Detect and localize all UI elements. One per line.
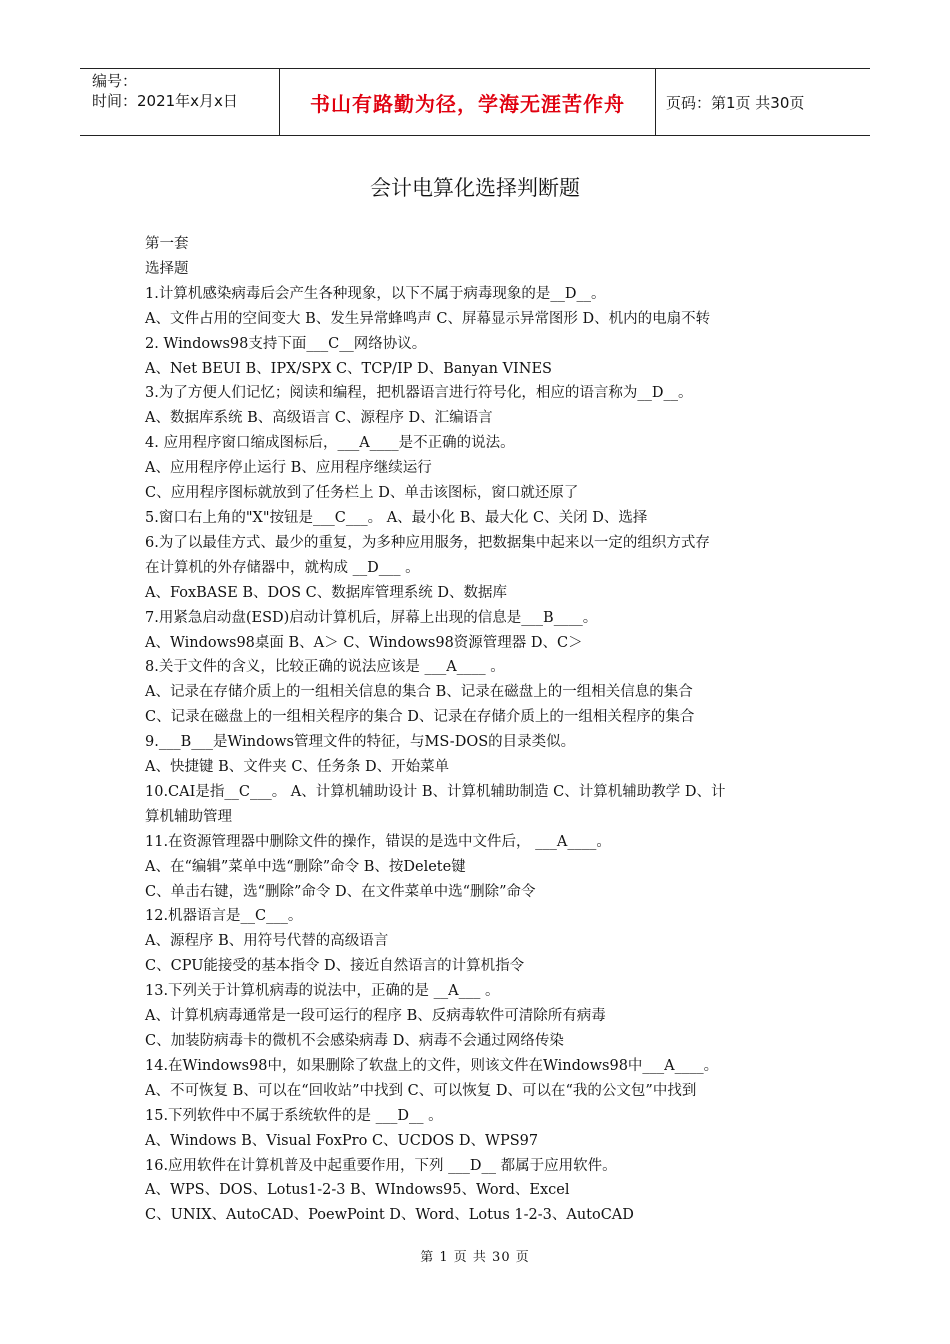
text-line: C、应用程序图标就放到了任务栏上 D、单击该图标，窗口就还原了 bbox=[145, 485, 579, 502]
text-line: A、快捷键 B、文件夹 C、任务条 D、开始菜单 bbox=[145, 759, 450, 776]
text-line: A、计算机病毒通常是一段可运行的程序 B、反病毒软件可清除所有病毒 bbox=[145, 1008, 606, 1025]
text-line: 13.下列关于计算机病毒的说法中，正确的是 __A___ 。 bbox=[145, 983, 500, 1000]
text-line: 12.机器语言是__C___。 bbox=[145, 908, 303, 925]
text-line: A、Windows98桌面 B、A＞ C、Windows98资源管理器 D、C＞ bbox=[145, 634, 583, 651]
header-motto: 书山有路勤为径，学海无涯苦作舟 bbox=[310, 91, 625, 116]
text-line: 2. Windows98支持下面___C__网络协议。 bbox=[145, 335, 427, 352]
text-line: C、记录在磁盘上的一组相关程序的集合 D、记录在存储介质上的一组相关程序的集合 bbox=[145, 709, 695, 726]
text-line: A、FoxBASE B、DOS C、数据库管理系统 D、数据库 bbox=[145, 584, 507, 601]
text-line: C、CPU能接受的基本指令 D、接近自然语言的计算机指令 bbox=[145, 958, 525, 975]
text-line: 4. 应用程序窗口缩成图标后，___A____是不正确的说法。 bbox=[145, 435, 515, 452]
text-line: 选择题 bbox=[145, 260, 189, 277]
text-line: A、不可恢复 B、可以在“回收站”中找到 C、可以恢复 D、可以在“我的公文包”中找到 bbox=[145, 1082, 697, 1099]
text-line: C、UNIX、AutoCAD、PoewPoint D、Word、Lotus 1-2-3、AutoCAD bbox=[145, 1207, 634, 1224]
header-motto-cell bbox=[280, 69, 656, 135]
document-body bbox=[145, 232, 815, 1228]
text-line: A、WPS、DOS、Lotus1-2-3 B、WIndows95、Word、Excel bbox=[145, 1182, 570, 1199]
text-line: 在计算机的外存储器中，就构成 __D___ 。 bbox=[145, 559, 420, 576]
text-line: C、单击右键，选“删除”命令 D、在文件菜单中选“删除”命令 bbox=[145, 883, 536, 900]
header-page-cell bbox=[656, 69, 870, 135]
text-line: 第一套 bbox=[145, 236, 189, 252]
text-line: 1.计算机感染病毒后会产生各种现象，以下不属于病毒现象的是__D__。 bbox=[145, 285, 606, 302]
text-line: 11.在资源管理器中删除文件的操作，错误的是选中文件后， ___A____。 bbox=[145, 833, 611, 850]
text-line: A、应用程序停止运行 B、应用程序继续运行 bbox=[145, 460, 432, 477]
time-label: 时间：2021年x月x日 bbox=[92, 92, 238, 110]
text-line: 14.在Windows98中，如果删除了软盘上的文件，则该文件在Windows98中___A____。 bbox=[145, 1057, 719, 1074]
text-line: A、数据库系统 B、高级语言 C、源程序 D、汇编语言 bbox=[145, 410, 493, 427]
text-line: 15.下列软件中不属于系统软件的是 ___D__ 。 bbox=[145, 1107, 443, 1124]
text-line: 10.CAI是指__C___。 A、计算机辅助设计 B、计算机辅助制造 C、计算机辅助教学 D、计 bbox=[145, 783, 726, 800]
text-line: 5.窗口右上角的"X"按钮是___C___。 A、最小化 B、最大化 C、关闭 D、选择 bbox=[145, 509, 648, 526]
text-line: 8.关于文件的含义，比较正确的说法应该是 ___A____ 。 bbox=[145, 659, 505, 676]
text-line: A、Net BEUI B、IPX/SPX C、TCP/IP D、Banyan VINES bbox=[145, 360, 552, 377]
text-line: A、记录在存储介质上的一组相关信息的集合 B、记录在磁盘上的一组相关信息的集合 bbox=[145, 684, 693, 701]
text-line: C、加装防病毒卡的微机不会感染病毒 D、病毒不会通过网络传染 bbox=[145, 1033, 564, 1049]
page-header bbox=[80, 68, 870, 136]
text-line: 7.用紧急启动盘(ESD)启动计算机后，屏幕上出现的信息是___B____。 bbox=[145, 609, 598, 626]
text-line: 6.为了以最佳方式、最少的重复，为多种应用服务，把数据集中起来以一定的组织方式存 bbox=[145, 534, 710, 551]
text-line: 16.应用软件在计算机普及中起重要作用，下列 ___D__ 都属于应用软件。 bbox=[145, 1157, 617, 1174]
text-line: 9.___B___是Windows管理文件的特征，与MS-DOS的目录类似。 bbox=[145, 734, 576, 751]
page-footer: 第 1 页 共 30 页 bbox=[420, 1250, 530, 1265]
text-line: 3.为了方便人们记忆；阅读和编程，把机器语言进行符号化，相应的语言称为__D__。 bbox=[145, 385, 693, 402]
header-page-label: 页码：第1页 共30页 bbox=[666, 93, 805, 112]
text-line: 算机辅助管理 bbox=[145, 808, 232, 825]
text-line: A、文件占用的空间变大 B、发生异常蜂鸣声 C、屏幕显示异常图形 D、机内的电扇不转 bbox=[145, 310, 711, 327]
text-line: A、在“编辑”菜单中选“删除”命令 B、按Delete键 bbox=[145, 858, 466, 875]
text-line: A、Windows B、Visual FoxPro C、UCDOS D、WPS97 bbox=[145, 1132, 539, 1149]
document-title: 会计电算化选择判断题 bbox=[370, 176, 580, 200]
number-label: 编号： bbox=[92, 72, 138, 90]
header-meta bbox=[80, 69, 280, 135]
text-line: A、源程序 B、用符号代替的高级语言 bbox=[145, 933, 389, 950]
